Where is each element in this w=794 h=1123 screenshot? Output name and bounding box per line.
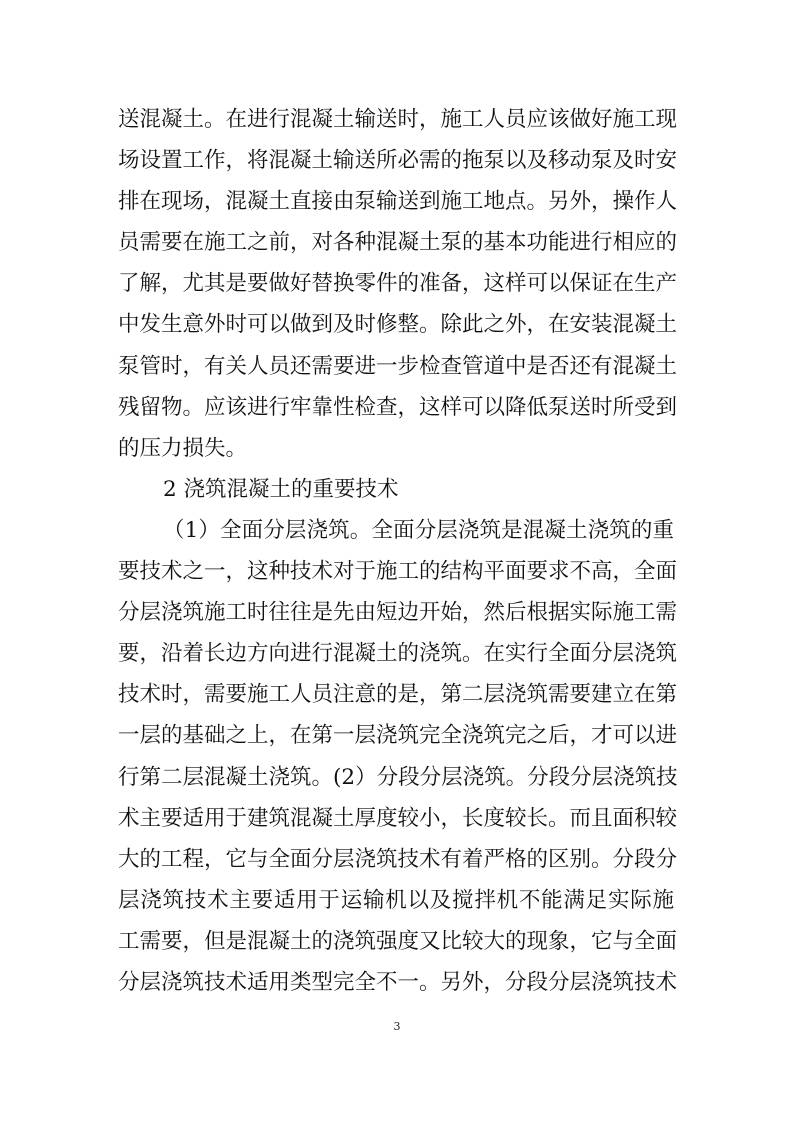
paragraph-2-line-3: 分层浇筑施工时往往是先由短边开始，然后根据实际施工需: [118, 600, 678, 625]
paragraph-2-line-7: 行第二层混凝土浇筑。(2）分段分层浇筑。分段分层浇筑技: [118, 765, 678, 790]
paragraph-1-line-9: 的压力损失。: [118, 436, 248, 461]
paragraph-2-line-1: （1）全面分层浇筑。全面分层浇筑是混凝土浇筑的重: [163, 518, 674, 543]
page-number: 3: [393, 1020, 401, 1033]
paragraph-1-line-6: 中发生意外时可以做到及时修整。除此之外，在安装混凝土: [118, 312, 678, 337]
paragraph-2-line-4: 要，沿着长边方向进行混凝土的浇筑。在实行全面分层浇筑: [118, 641, 678, 666]
paragraph-1-line-7: 泵管时，有关人员还需要进一步检查管道中是否还有混凝土: [118, 354, 678, 379]
paragraph-2-line-10: 层浇筑技术主要适用于运输机以及搅拌机不能满足实际施: [118, 888, 674, 913]
paragraph-1-line-2: 场设置工作，将混凝土输送所必需的拖泵以及移动泵及时安: [118, 148, 678, 173]
paragraph-1-line-8: 残留物。应该进行牢靠性检查，这样可以降低泵送时所受到: [118, 395, 678, 420]
paragraph-1-line-1: 送混凝土。在进行混凝土输送时，施工人员应该做好施工现: [118, 107, 678, 132]
paragraph-1-line-4: 员需要在施工之前，对各种混凝土泵的基本功能进行相应的: [118, 230, 678, 255]
paragraph-2-line-6: 一层的基础之上，在第一层浇筑完全浇筑完之后，才可以进: [118, 723, 678, 748]
paragraph-1-line-5: 了解，尤其是要做好替换零件的准备，这样可以保证在生产: [118, 271, 678, 296]
paragraph-2-line-5: 技术时，需要施工人员注意的是，第二层浇筑需要建立在第: [118, 682, 678, 707]
paragraph-1-line-3: 排在现场，混凝土直接由泵输送到施工地点。另外，操作人: [118, 189, 678, 214]
paragraph-2-line-9: 大的工程，它与全面分层浇筑技术有着严格的区别。分段分: [118, 847, 678, 872]
paragraph-2-line-2: 要技术之一，这种技术对于施工的结构平面要求不高，全面: [118, 559, 678, 584]
paragraph-2-line-8: 术主要适用于建筑混凝土厚度较小，长度较长。而且面积较: [118, 806, 678, 831]
paragraph-2-line-12: 分层浇筑技术适用类型完全不一。另外，分段分层浇筑技术: [118, 970, 678, 995]
paragraph-2-line-11: 工需要，但是混凝土的浇筑强度又比较大的现象，它与全面: [118, 929, 678, 954]
section-heading: 2 浇筑混凝土的重要技术: [163, 477, 399, 502]
